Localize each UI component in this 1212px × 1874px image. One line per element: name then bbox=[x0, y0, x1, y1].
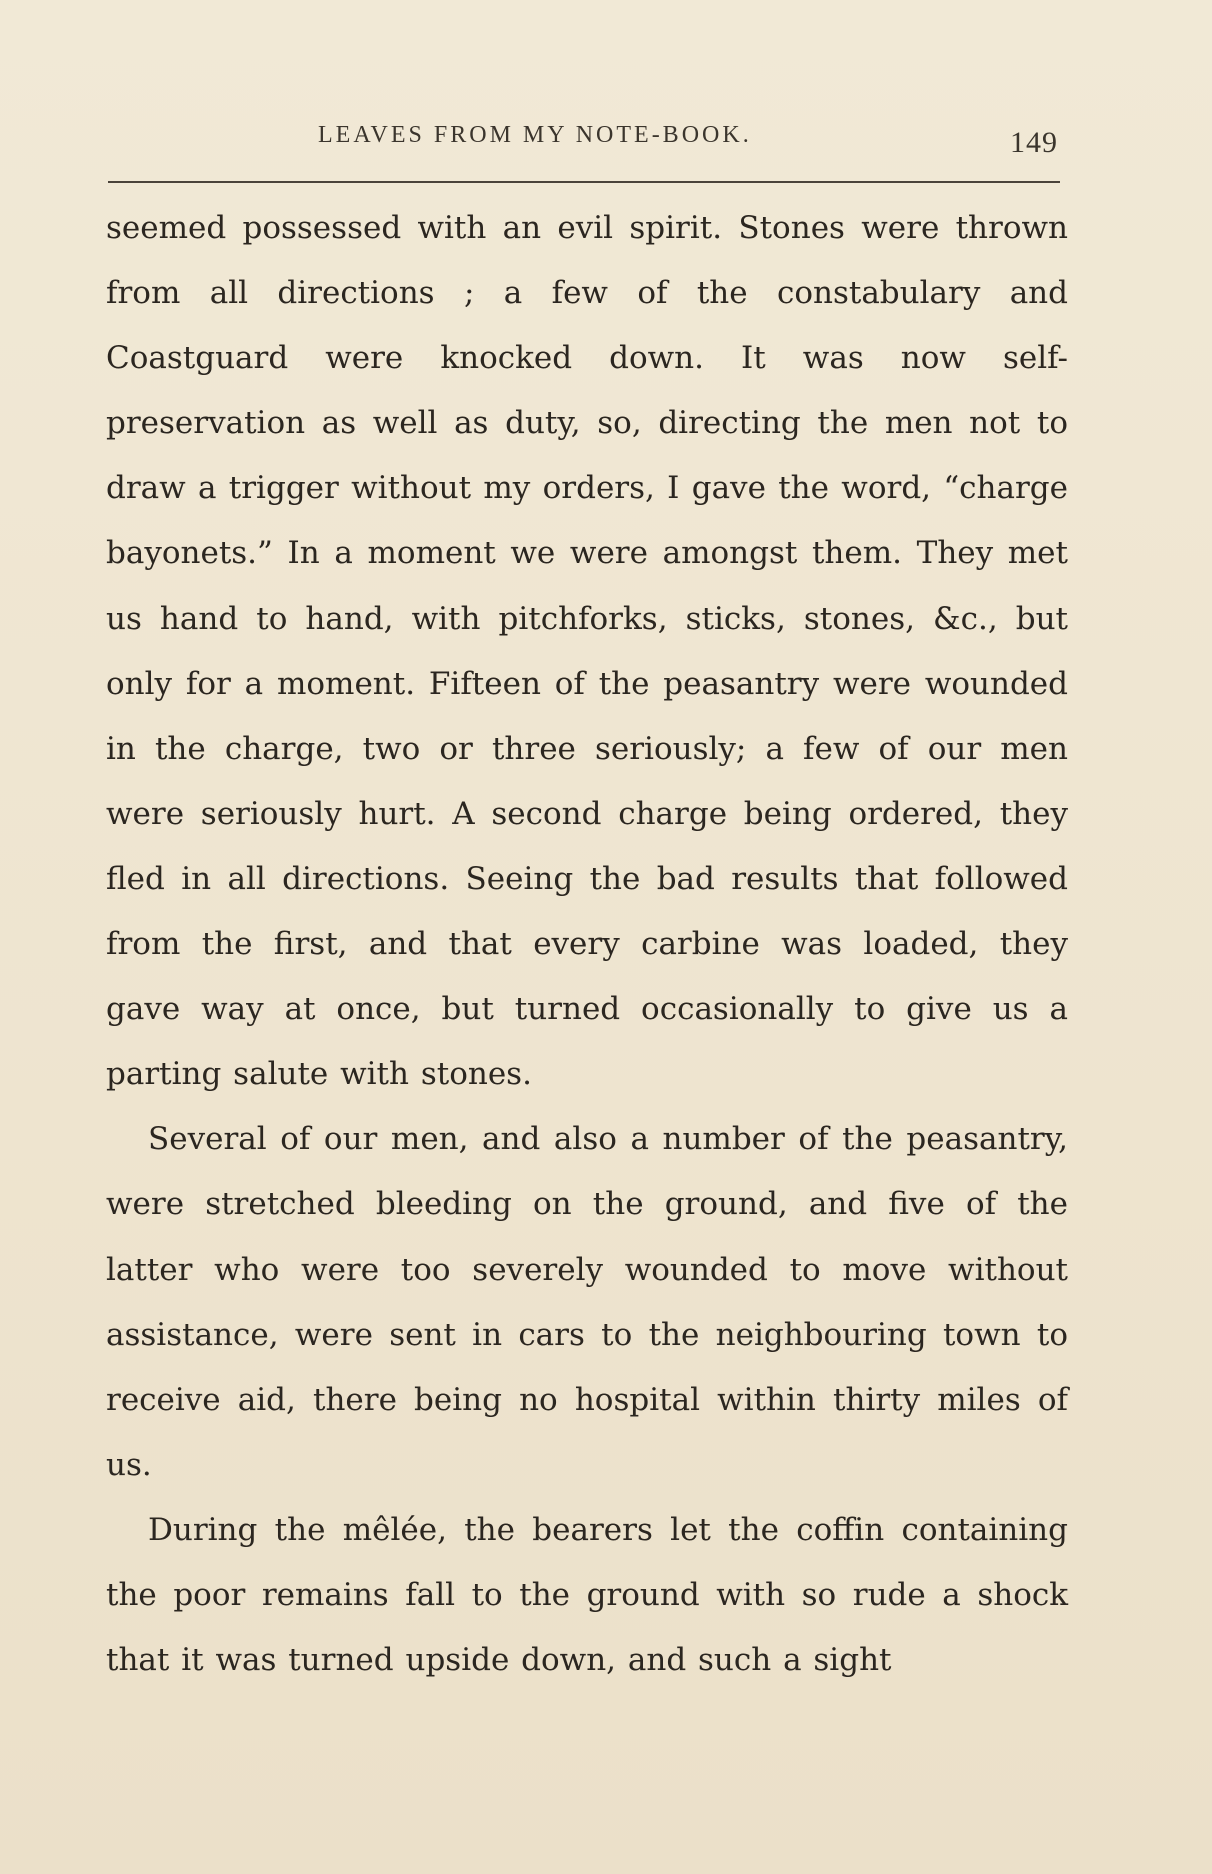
paragraph-3: During the mêlée, the bearers let the coffin containing the poor remains fall to the ground with so rude a shock that it was turned upside down, and such a sight bbox=[106, 1511, 1068, 1679]
paragraph-2: Several of our men, and also a number of the peasantry, were stretched bleeding on the ground, and five of the latter who were too severely wounded to move without assistance, were sent in cars to the neighbouring town to receive aid, there being no hospital within thirty miles of us. bbox=[106, 1121, 1068, 1483]
header-rule bbox=[108, 181, 1060, 183]
running-head-title: LEAVES FROM MY NOTE-BOOK. bbox=[318, 122, 752, 148]
running-head bbox=[108, 122, 1058, 162]
body-text bbox=[106, 196, 1068, 1693]
paragraph-1: seemed possessed with an evil spirit. Stones were thrown from all directions ; a few of the constabulary and Coastguard were knocked down. It was now self-preservation as well as duty, so, directing the men not to draw a trigger without my orders, I gave the word, “charge bayonets.” In a moment we were amongst them. They met us hand to hand, with pitchforks, sticks, stones, &c., but only for a moment. Fifteen of the peasantry were wounded in the charge, two or three seriously; a few of our men were seriously hurt. A second charge being ordered, they fled in all directions. Seeing the bad results that followed from the first, and that every carbine was loaded, they gave way at once, but turned occasionally to give us a parting salute with stones. bbox=[106, 210, 1068, 1093]
page-number: 149 bbox=[1010, 126, 1058, 159]
